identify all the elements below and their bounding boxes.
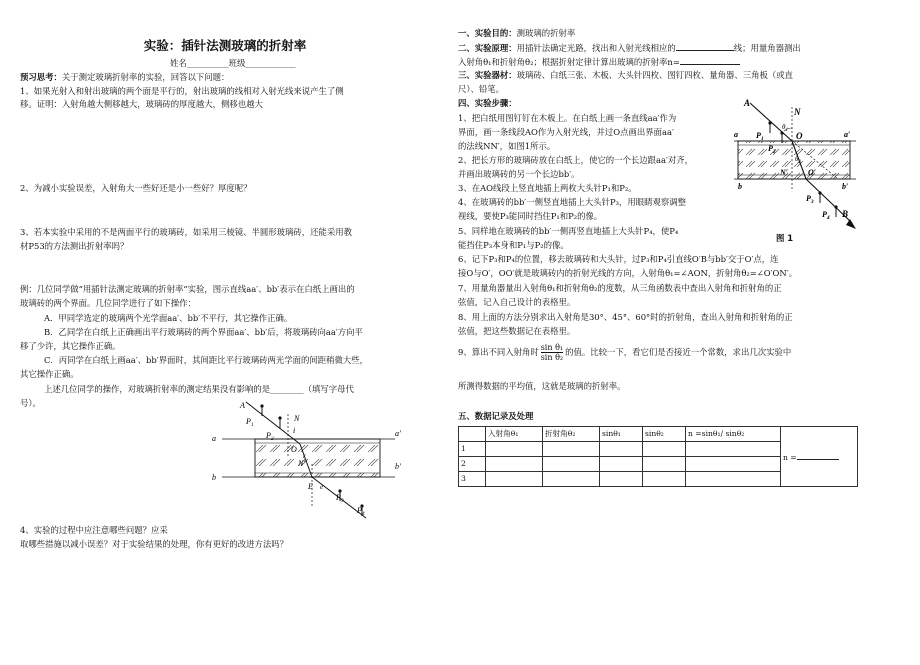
section-data-heading: 五、数据记录及处理 — [458, 411, 534, 421]
fig-label-p2: $P_2$ — [266, 431, 274, 442]
fig-label-b: b — [212, 473, 216, 482]
option-c-line-2: 其它操作正确。 — [20, 369, 79, 379]
table-header-row — [459, 427, 858, 442]
table-cell[interactable] — [486, 472, 543, 487]
option-c-line-1: C．丙同学在白纸上画aa′、bb′界面时，其间距比平行玻璃砖两光学面的间距稍微大些， — [44, 355, 369, 365]
table-cell[interactable] — [600, 442, 643, 457]
table-cell[interactable] — [600, 457, 643, 472]
table-cell[interactable] — [486, 442, 543, 457]
fig1-label-p3: $P_3$ — [806, 194, 814, 205]
option-a: A．甲同学选定的玻璃两个光学面aa′、bb′不平行，其它操作正确。 — [44, 313, 293, 323]
step-4-line-a: 4、在玻璃砖的bb′一侧竖直地插上大头针P₃，用眼睛观察调整 — [458, 197, 686, 207]
fraction-numerator: sin θ₁ — [540, 343, 564, 352]
table-cell[interactable] — [543, 442, 600, 457]
step-6-line-a: 6、记下P₃和P₄的位置，移去玻璃砖和大头针，过P₃和P₄引直线O′B与bb′交于O′点，连 — [458, 254, 779, 264]
fig1-label-a-upper: A — [744, 98, 751, 108]
fig1-label-a: a — [734, 130, 738, 139]
fig-label-a-upper: A — [240, 401, 245, 410]
question-4-line-b: 取哪些措施以减小误差？对于实验结果的处理，你有更好的改进方法吗？ — [20, 539, 288, 549]
example-line-a: 例：几位同学做“用插针法测定玻璃的折射率”实验，图示直线aa′、bb′表示在白纸上画出的 — [20, 284, 355, 294]
fig1-label-n: N — [794, 107, 801, 117]
step-1-line-a: 1、把白纸用图钉钉在木板上。在白纸上画一条直线aa′作为 — [458, 113, 677, 123]
step-2-line-a: 2、把长方形的玻璃砖放在白纸上，使它的一个长边跟aa′对齐， — [458, 155, 693, 165]
fig1-label-theta2: $\theta_2$ — [795, 155, 801, 165]
table-header-cell: 入射角θ₁ — [486, 427, 543, 442]
question-2: 2、为减小实验误差，入射角大一些好还是小一些好？厚度呢？ — [20, 183, 252, 193]
step-8-line-a: 8、用上面的方法分别求出入射角是30°、45°、60°时的折射角，查出入射角和折射角的正 — [458, 312, 793, 322]
table-cell[interactable] — [600, 472, 643, 487]
table-cell[interactable] — [543, 457, 600, 472]
table-header-cell: 折射角θ₂ — [543, 427, 600, 442]
table-average-cell — [781, 427, 858, 487]
fig-label-n-prime: N′ — [298, 459, 306, 468]
fig1-label-o: O — [796, 131, 803, 141]
table-cell[interactable] — [686, 472, 781, 487]
step-4-line-b: 视线，要使P₃能同时挡住P₁和P₂的像。 — [458, 211, 603, 221]
principle-blank-1[interactable] — [676, 41, 734, 51]
section-steps-heading: 四、实验步骤： — [458, 98, 517, 108]
table-row-index: 3 — [459, 472, 486, 487]
fig-label-a: a — [212, 434, 216, 443]
step-1-line-c: 的法线NN′，如图1所示。 — [458, 141, 556, 151]
section-purpose-heading: 一、实验目的： — [458, 28, 517, 38]
table-header-cell: sinθ₂ — [643, 427, 686, 442]
option-b-line-2: 移了少许，其它操作正确。 — [20, 341, 121, 351]
table-cell[interactable] — [643, 472, 686, 487]
fig-label-r: r — [303, 452, 306, 460]
step-1-line-b: 界面，画一条线段AO作为入射光线，并过O点画出界面aa′ — [458, 127, 674, 137]
principle-text-2: 线；用量角器测出 — [733, 43, 801, 53]
principle-text-1: 用插针法确定光路，找出和入射光线相应的 — [516, 43, 676, 53]
fig1-label-o-prime: O′ — [808, 168, 817, 177]
question-3-line-a: 3、若本实验中采用的不是两面平行的玻璃砖，如采用三棱镜、半圆形玻璃砖，还能采用教 — [20, 227, 352, 237]
section-principle-heading: 二、实验原理： — [458, 43, 517, 53]
fig-label-a-prime: a′ — [395, 429, 401, 438]
step-7-line-b: 弦值，记入自己设计的表格里。 — [458, 297, 576, 307]
fig-label-p4: $P_4$ — [357, 506, 365, 517]
section-principle-line-2 — [458, 55, 740, 69]
step-3: 3、在AO线段上竖直地插上两枚大头针P₁和P₂。 — [458, 183, 637, 193]
table-row-index: 2 — [459, 457, 486, 472]
figure-1-caption: 图 1 — [776, 233, 794, 243]
step-8-line-b: 弦值，把这些数据记在表格里。 — [458, 326, 576, 336]
average-n-blank[interactable] — [797, 450, 839, 460]
table-header-cell: sinθ₁ — [600, 427, 643, 442]
answer-line-b: 号）。 — [20, 398, 41, 408]
fig-label-p3: $P_3$ — [336, 493, 344, 504]
fig-label-b-prime: b′ — [395, 462, 401, 471]
fig-label-e-upper: E — [308, 482, 313, 491]
fig-label-i: i — [293, 426, 296, 435]
question-1-line-b: 移。证明：入射角越大侧移越大，玻璃砖的厚度越大，侧移也越大 — [20, 99, 263, 109]
section-equipment-line-1 — [458, 69, 793, 82]
average-n-label: n = — [783, 452, 797, 462]
step-9-text-a: 9、算出不同入射角时 — [458, 347, 539, 358]
table-cell[interactable] — [486, 457, 543, 472]
preview-question — [20, 71, 229, 84]
equipment-text-1: 玻璃砖、白纸三张、木板、大头针四枚、图钉四枚、量角器、三角板（或直 — [516, 70, 793, 80]
section-purpose-text: 测玻璃的折射率 — [516, 28, 576, 38]
fig-label-e: e — [320, 483, 324, 491]
section-purpose — [458, 27, 575, 40]
step-7-line-a: 7、用量角器量出入射角θ₁和折射角θ₂的度数，从三角函数表中查出入射角和折射角的正 — [458, 283, 782, 293]
answer-line-a: 上述几位同学的操作，对玻璃折射率的测定结果没有影响的是________（填写字母代 — [44, 384, 354, 394]
principle-blank-2[interactable] — [680, 55, 740, 65]
example-line-b: 玻璃砖的两个界面。几位同学进行了如下操作： — [20, 298, 196, 308]
table-header-cell — [459, 427, 486, 442]
fig-label-p1: $P_1$ — [246, 417, 254, 428]
step-9-line-c: 所测得数据的平均值，这就是玻璃的折射率。 — [458, 381, 626, 391]
step-5-line-b: 能挡住P₃本身和P₁与P₂的像。 — [458, 240, 569, 250]
fig1-label-b: b — [738, 182, 742, 191]
fig1-label-theta1: $\theta_1$ — [782, 123, 788, 133]
table-header-cell: n =sinθ₁/ sinθ₂ — [686, 427, 781, 442]
fig1-label-n-prime: N′ — [780, 168, 789, 177]
table-cell[interactable] — [543, 472, 600, 487]
section-equipment-line-2: 尺）、铅笔。 — [458, 84, 505, 94]
fraction-denominator: sin θ₂ — [540, 353, 564, 363]
option-b-line-1: B．乙同学在白纸上正确画出平行玻璃砖的两个界面aa′、bb′后，将玻璃砖向aa′方向平 — [44, 327, 363, 337]
table-cell[interactable] — [686, 457, 781, 472]
table-cell[interactable] — [686, 442, 781, 457]
section-principle-line-1 — [458, 41, 801, 55]
fig1-label-p4: $P_4$ — [822, 210, 830, 221]
fig1-label-p1: $P_1$ — [756, 131, 764, 142]
preview-text: 关于测定玻璃折射率的实验，回答以下问题： — [61, 72, 230, 82]
step-5-line-a: 5、同样地在玻璃砖的bb′一侧再竖直地插上大头针P₄，使P₄ — [458, 226, 679, 236]
step-9-text-b: 的值。比较一下，看它们是否接近一个常数，求出几次实验中 — [565, 347, 792, 358]
step-6-line-b: 接O与O′，OO′就是玻璃砖内的折射光线的方向，入射角θ₁=∠AON，折射角θ₂=∠O′ON′。 — [458, 268, 797, 278]
fig1-label-b-upper: B — [842, 209, 849, 219]
step-9-line-a — [458, 343, 791, 362]
data-record-table — [458, 426, 858, 487]
name-class-line: 姓名__________班级____________ — [170, 58, 296, 68]
fig-label-o: O — [291, 445, 297, 454]
question-4-line-a: 4、实验的过程中应注意哪些问题？应采 — [20, 525, 168, 535]
question-3-line-b: 材P53的方法测出折射率吗？ — [20, 241, 129, 251]
sine-ratio-fraction — [541, 343, 563, 362]
fig-label-n: N — [294, 414, 300, 423]
fig1-label-b-prime: b′ — [842, 182, 849, 191]
glass-brick-diagram-left — [200, 396, 400, 526]
fig1-label-p2: $P_2$ — [768, 144, 776, 155]
table-cell[interactable] — [643, 442, 686, 457]
section-equipment-heading: 三、实验器材： — [458, 70, 517, 80]
page-title: 实验：插针法测玻璃的折射率 — [143, 38, 307, 53]
step-2-line-b: 并画出玻璃砖的另一个长边bb′。 — [458, 169, 580, 179]
table-row-index: 1 — [459, 442, 486, 457]
question-1-line-a: 1、如果光射入和射出玻璃的两个面是平行的，射出玻璃的线相对入射光线来说产生了侧 — [20, 86, 344, 96]
table-cell[interactable] — [643, 457, 686, 472]
glass-brick-diagram-figure-1 — [734, 95, 860, 235]
principle-text-3: 入射角θ₁和折射角θ₂；根据折射定律计算出玻璃的折射率n= — [458, 57, 680, 67]
fig1-label-a-prime: a′ — [844, 130, 851, 139]
preview-label: 预习思考： — [20, 72, 62, 82]
